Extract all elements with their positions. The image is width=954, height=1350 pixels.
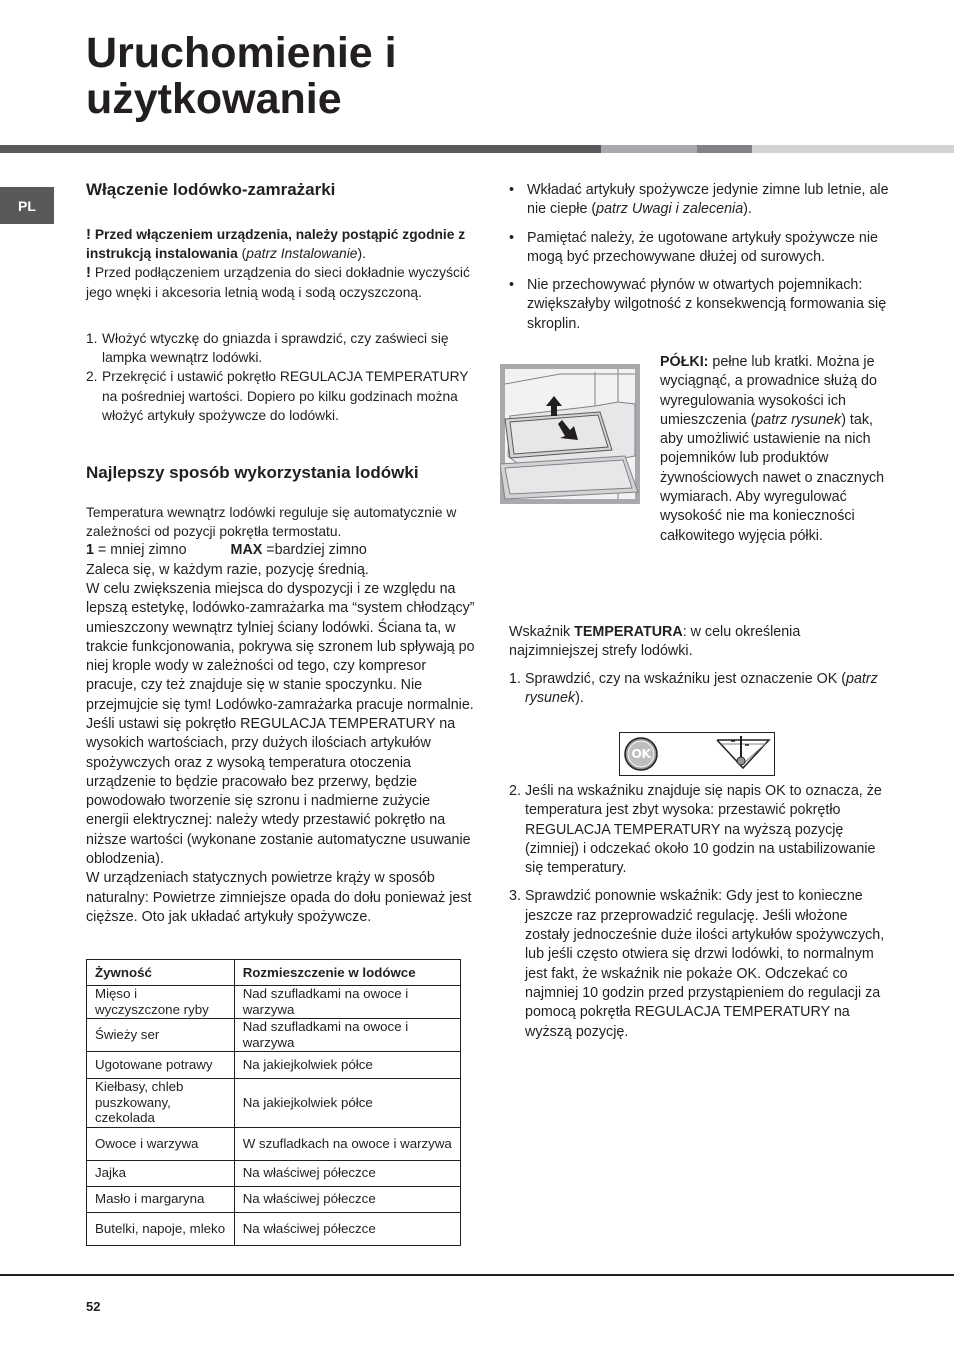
table-row (87, 1186, 461, 1212)
table-header-food: Żywność (87, 960, 235, 986)
scale-min-key: 1 (86, 542, 94, 559)
step-number: 3. (509, 888, 521, 905)
list-item (509, 782, 889, 878)
shelves-ref: patrz rysunek (755, 411, 842, 428)
warning-1-ref-pre: ( (237, 246, 247, 262)
table-cell-location: Na właściwej półeczce (234, 1186, 460, 1212)
header-bar-light (601, 145, 697, 153)
thermostat-scale (86, 541, 476, 560)
table-header-row (87, 960, 461, 986)
table-cell-food: Kiełbasy, chleb puszkowany, czekolada (87, 1078, 235, 1127)
step-ref: patrz rysunek (525, 671, 878, 707)
table-row (87, 1051, 461, 1078)
section-heading-switch-on: Włączenie lodówko-zamrażarki (86, 180, 336, 199)
table-cell-food: Butelki, napoje, mleko (87, 1212, 235, 1245)
list-item (509, 887, 889, 1041)
indicator-steps-1 (509, 670, 889, 709)
ok-label: OK (631, 746, 651, 761)
food-placement-table (86, 959, 461, 1246)
list-item (509, 276, 889, 334)
best-use-para-2: W celu zwiększenia miejsca do dyspozycji i ze względu na lepszą estetykę, lodówko-zamrażarka ma “system chłodzący” umieszczony wewnątrz tylniej ściany lodówki. Ściana ta, w trakcie funkcjonowania, pokrywa się szronem lub spływają po niej krople wody w zależności od tego, czy kompresor pracuje, czy też znajduje się w stanie spoczynku. Nie przejmujcie się tym! Lodówko-zamrażarka pracuje normalnie. (86, 580, 475, 713)
step-text: Przekręcić i ustawić pokrętło REGULACJA TEMPERATURY na pośredniej wartości. Dopiero po kilku godzinach można włożyć artykuły spożywcze do lodówki. (102, 369, 469, 423)
shelves-text (509, 353, 887, 546)
step-text-end: ). (575, 690, 584, 707)
warning-2 (86, 263, 471, 301)
list-item (86, 367, 471, 425)
list-item (509, 181, 889, 220)
tip-text: Wkładać artykuły spożywcze jedynie zimne lub letnie, ale nie ciepłe ( (527, 182, 889, 218)
tip-text: Pamiętać należy, że ugotowane artykuły spożywcze nie mogą być przechowywane dłużej od surowych. (527, 229, 878, 265)
step-number: 1. (509, 671, 521, 687)
scale-min-text: = mniej zimno (93, 542, 187, 559)
table-row (87, 1019, 461, 1052)
table-header-location: Rozmieszczenie w lodówce (234, 960, 460, 986)
storage-tips-list (509, 181, 889, 343)
step-number: 1. (86, 331, 98, 346)
best-use-para-1: Zaleca się, w każdym razie, pozycję średnią. (86, 561, 369, 578)
table-cell-food: Jajka (87, 1160, 235, 1186)
warning-mark: ! (86, 226, 91, 243)
tip-text-end: ). (743, 201, 752, 218)
table-cell-food: Masło i margaryna (87, 1186, 235, 1212)
tip-ref: patrz Uwagi i zalecenia (596, 201, 744, 218)
table-cell-location: Na właściwej półeczce (234, 1212, 460, 1245)
table-cell-food: Ugotowane potrawy (87, 1051, 235, 1078)
shelves-paragraph (509, 353, 887, 546)
step-text: Sprawdzić ponownie wskaźnik: Gdy jest to konieczne jeszcze raz przeprowadzić regulację. Jeśli włożone zostały jednocześnie duże ilości artykułów spożywczych, lub jeśli często otwiera się drzwi lodówki, to normalnym jest fakt, że wskaźnik nie pokaże OK. Odczekać co najmniej 10 godzin przed przystąpieniem do regulacji za pomocą pokrętła REGULACJA TEMPERATURY na wyższą pozycję. (525, 888, 885, 1040)
list-item (509, 229, 889, 268)
warning-1 (86, 225, 471, 263)
language-tab: PL (0, 187, 54, 224)
indicator-steps-2 (509, 782, 889, 1042)
warning-1-ref-post: ). (357, 246, 366, 262)
temperature-indicator (619, 732, 775, 776)
shelves-text-1: pełne lub kratki. Można je wyciągnąć, a prowadnice służą do wyregulowania wysokości ich umieszczenia ( (660, 354, 877, 428)
best-use-text (86, 503, 476, 927)
header-bar-pale (752, 145, 954, 153)
table-row (87, 1160, 461, 1186)
step-text: Jeśli na wskaźniku znajduje się napis OK to oznacza, że temperatura jest zbyt wysoka: przestawić pokrętło REGULACJA TEMPERATURY na wyższą pozycję (zimniej) i odczekać około 10 godzin na ustabilizowanie się temperatury. (525, 783, 882, 877)
indicator-post: : w celu określenia najzimniejszej strefy lodówki. (509, 624, 801, 660)
table-row (87, 1212, 461, 1245)
step-number: 2. (509, 783, 521, 799)
header-bar-mid (697, 145, 752, 153)
header-bar-dark (0, 145, 601, 153)
step-number: 2. (86, 369, 98, 385)
best-use-para-3: Jeśli ustawi się pokrętło REGULACJA TEMPERATURY na wysokich wartościach, przy dużych ilościach artykułów spożywczych oraz z wysoką temperatura otoczenia urządzenie to będzie pracowało bez przerwy, będzie powodowało tworzenie się szronu i nadmierne zużycie energii elektrycznej: należy wtedy przestawić pokrętło na niższe wartości (wykonane zostanie automatyczne usuwanie oblodzenia). (86, 715, 471, 868)
page-title (86, 30, 786, 122)
scale-max-key: MAX (230, 542, 263, 559)
warning-1-bold: Przed włączeniem urządzenia, należy postąpić zgodnie z instrukcją instalowania (86, 227, 466, 262)
best-use-intro: Temperatura wewnątrz lodówki reguluje się automatycznie w zależności od pozycji pokrętła termostatu. (86, 505, 457, 540)
step-text: Włożyć wtyczkę do gniazda i sprawdzić, czy zaświeci się lampka wewnątrz lodówki. (102, 331, 449, 366)
best-use-para-4: W urządzeniach statycznych powietrze krąży w sposób naturalny: Powietrze zimniejsze opada do dołu ponieważ jest cięższe. Oto jak układać artykuły spożywcze. (86, 870, 472, 925)
table-cell-location: Nad szufladkami na owoce i warzywa (234, 1019, 460, 1052)
table-cell-food: Owoce i warzywa (87, 1127, 235, 1160)
shelves-text-2: ) tak, aby umożliwić ustawienie na nich pojemników lub produktów żywnościowych nawet o znacznych wymiarach. Aby wyregulować wysokość nie ma konieczności całkowitego wyjęcia półki. (660, 411, 885, 544)
footer-rule (0, 1274, 954, 1276)
warning-2-text: Przed podłączeniem urządzenia do sieci dokładnie wyczyścić jego wnęki i akcesoria letnią wodą i sodą oczyszczoną. (86, 265, 470, 300)
warning-mark: ! (86, 264, 91, 282)
table-cell-location: Na właściwej półeczce (234, 1160, 460, 1186)
warnings-block (86, 225, 471, 302)
list-item (509, 670, 889, 709)
scale-max-text: =bardziej zimno (262, 542, 367, 559)
table-row (87, 986, 461, 1019)
table-cell-location: Na jakiejkolwiek półce (234, 1078, 460, 1127)
table-row (87, 1127, 461, 1160)
indicator-pre: Wskaźnik (509, 624, 575, 640)
table-cell-location: Nad szufladkami na owoce i warzywa (234, 986, 460, 1019)
warning-1-ref: patrz Instalowanie (246, 246, 358, 262)
page-number: 52 (86, 1299, 101, 1314)
page-title-line2: użytkowanie (86, 75, 342, 123)
section-heading-best-use: Najlepszy sposób wykorzystania lodówki (86, 463, 419, 482)
shelves-label: PÓŁKI: (660, 354, 709, 370)
indicator-intro (509, 623, 887, 662)
indicator-bold: TEMPERATURA (574, 624, 683, 640)
table-row (87, 1078, 461, 1127)
step-text: Sprawdzić, czy na wskaźniku jest oznaczenie OK ( (525, 671, 847, 687)
list-item (86, 329, 471, 367)
tip-text: Nie przechowywać płynów w otwartych pojemnikach: zwiększałyby wilgotność z konsekwencją formowania się skroplin. (527, 277, 887, 332)
page-title-line1: Uruchomienie i (86, 29, 397, 77)
table-cell-location: W szufladkach na owoce i warzywa (234, 1127, 460, 1160)
table-cell-location: Na jakiejkolwiek półce (234, 1051, 460, 1078)
table-cell-food: Mięso i wyczyszczone ryby (87, 986, 235, 1019)
table-cell-food: Świeży ser (87, 1019, 235, 1052)
switch-on-steps (86, 329, 471, 425)
